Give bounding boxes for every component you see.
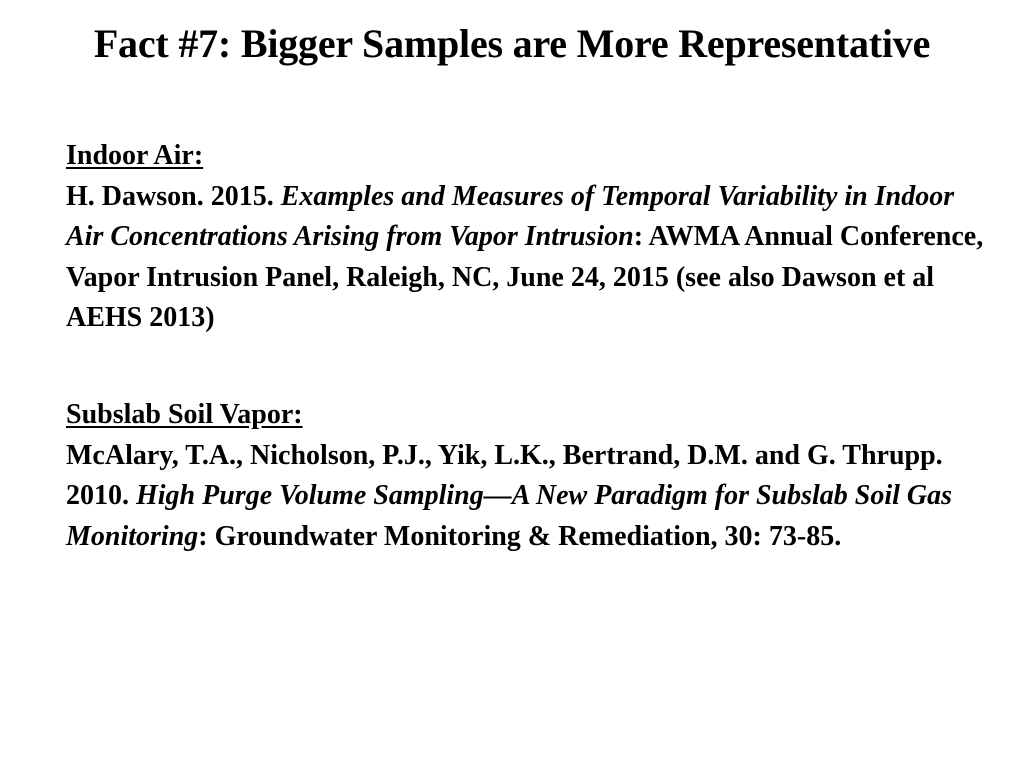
section-heading-indoor-air: Indoor Air:: [66, 140, 204, 171]
section-heading-subslab-soil-vapor: Subslab Soil Vapor:: [66, 399, 303, 430]
slide-title: Fact #7: Bigger Samples are More Representative: [93, 21, 931, 66]
reference-details: : AWMA Annual Conference, Vapor Intrusion Panel, Raleigh, NC, June 24, 2015 (see also Dawson et al AEHS 2013): [66, 221, 984, 333]
reference-dawson-2015: [66, 177, 986, 339]
reference-authors-year: McAlary, T.A., Nicholson, P.J., Yik, L.K., Bertrand, D.M. and G. Thrupp. 2010.: [66, 439, 943, 511]
reference-authors-year: H. Dawson. 2015.: [66, 180, 281, 212]
section-indoor-air: [66, 136, 986, 339]
reference-title: Examples and Measures of Temporal Variability in Indoor Air Concentrations Arising from Vapor Intrusion: [66, 180, 955, 252]
reference-mcalary-2010: [66, 436, 986, 558]
reference-title: High Purge Volume Sampling—A New Paradigm for Subslab Soil Gas Monitoring: [66, 480, 953, 552]
section-subslab-soil-vapor: [66, 395, 986, 557]
reference-details: : Groundwater Monitoring & Remediation, 30: 73-85.: [198, 520, 842, 552]
